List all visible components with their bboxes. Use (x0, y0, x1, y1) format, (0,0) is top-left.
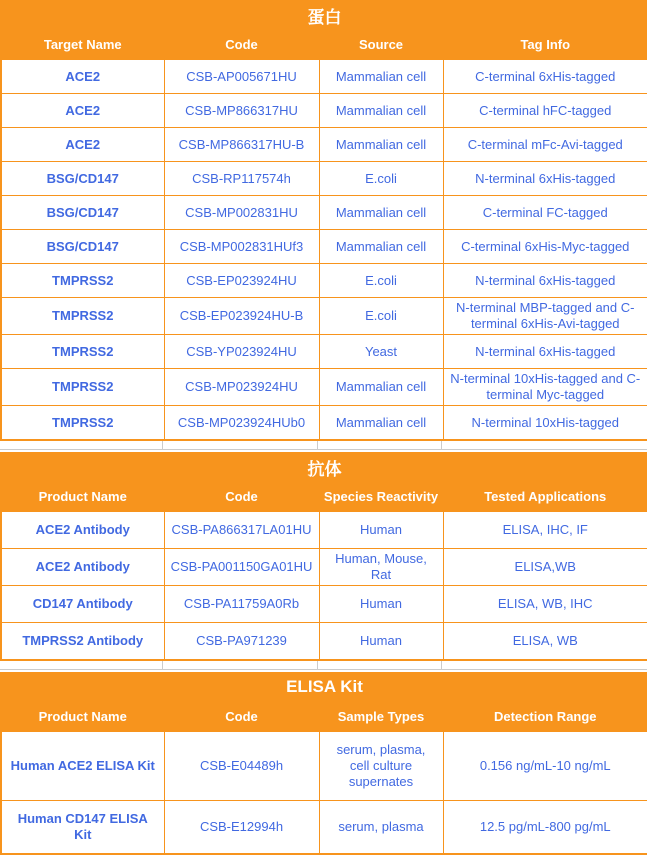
cell-source: E.coli (319, 162, 443, 196)
cell-code: CSB-MP002831HU (164, 196, 319, 230)
cell-source: Mammalian cell (319, 128, 443, 162)
table-row (1, 94, 647, 128)
gap-cell (318, 661, 442, 669)
cell-tested-applications: ELISA, IHC, IF (443, 512, 647, 549)
cell-target-name: BSG/CD147 (1, 230, 164, 264)
cell-code: CSB-PA11759A0Rb (164, 586, 319, 623)
cell-product-name: CD147 Antibody (1, 586, 164, 623)
cell-target-name: BSG/CD147 (1, 196, 164, 230)
cell-tag-info: N-terminal 6xHis-tagged (443, 335, 647, 369)
cell-target-name: TMPRSS2 (1, 369, 164, 406)
cell-source: Yeast (319, 335, 443, 369)
antibody-table (0, 452, 647, 661)
cell-source: E.coli (319, 264, 443, 298)
table-row (1, 732, 647, 801)
cell-code: CSB-PA866317LA01HU (164, 512, 319, 549)
cell-tag-info: C-terminal hFC-tagged (443, 94, 647, 128)
cell-source: Mammalian cell (319, 406, 443, 441)
cell-species-reactivity: Human, Mouse, Rat (319, 549, 443, 586)
table-row (1, 801, 647, 855)
table-row (1, 298, 647, 335)
gap-cell (442, 441, 647, 449)
table-row (1, 406, 647, 441)
cell-tag-info: N-terminal 6xHis-tagged (443, 264, 647, 298)
cell-source: Mammalian cell (319, 94, 443, 128)
column-header-sample-types: Sample Types (319, 702, 443, 732)
cell-code: CSB-EP023924HU-B (164, 298, 319, 335)
cell-code: CSB-PA001150GA01HU (164, 549, 319, 586)
cell-tested-applications: ELISA, WB (443, 623, 647, 661)
gap-cell (318, 441, 442, 449)
cell-target-name: TMPRSS2 (1, 298, 164, 335)
table-row (1, 335, 647, 369)
cell-target-name: ACE2 (1, 128, 164, 162)
elisa-kit-table (0, 672, 647, 855)
column-header-code: Code (164, 30, 319, 60)
protein-table-title-row (1, 1, 647, 30)
column-header-code: Code (164, 702, 319, 732)
column-header-species-reactivity: Species Reactivity (319, 482, 443, 512)
cell-product-name: ACE2 Antibody (1, 512, 164, 549)
cell-code: CSB-E04489h (164, 732, 319, 801)
cell-target-name: BSG/CD147 (1, 162, 164, 196)
gap-cell (163, 661, 318, 669)
cell-code: CSB-MP002831HUf3 (164, 230, 319, 264)
column-header-target-name: Target Name (1, 30, 164, 60)
gap-cell (163, 441, 318, 449)
cell-tag-info: N-terminal 10xHis-tagged (443, 406, 647, 441)
table-row (1, 60, 647, 94)
column-header-product-name: Product Name (1, 482, 164, 512)
column-header-tested-applications: Tested Applications (443, 482, 647, 512)
column-header-code: Code (164, 482, 319, 512)
cell-tag-info: N-terminal 10xHis-tagged and C-terminal Myc-tagged (443, 369, 647, 406)
table-gap (0, 661, 647, 670)
protein-table-title: 蛋白 (1, 1, 647, 30)
cell-tag-info: N-terminal MBP-tagged and C-terminal 6xHis-Avi-tagged (443, 298, 647, 335)
cell-sample-types: serum, plasma (319, 801, 443, 855)
cell-detection-range: 0.156 ng/mL-10 ng/mL (443, 732, 647, 801)
cell-product-name: Human CD147 ELISA Kit (1, 801, 164, 855)
cell-target-name: ACE2 (1, 60, 164, 94)
protein-table-header-row (1, 30, 647, 60)
cell-species-reactivity: Human (319, 623, 443, 661)
cell-target-name: ACE2 (1, 94, 164, 128)
cell-code: CSB-E12994h (164, 801, 319, 855)
table-row (1, 128, 647, 162)
cell-sample-types: serum, plasma, cell culture supernates (319, 732, 443, 801)
cell-tag-info: C-terminal mFc-Avi-tagged (443, 128, 647, 162)
table-row (1, 623, 647, 661)
antibody-table-title: 抗体 (1, 453, 647, 482)
cell-product-name: TMPRSS2 Antibody (1, 623, 164, 661)
table-row (1, 549, 647, 586)
cell-target-name: TMPRSS2 (1, 335, 164, 369)
column-header-tag-info: Tag Info (443, 30, 647, 60)
cell-product-name: ACE2 Antibody (1, 549, 164, 586)
antibody-table-header-row (1, 482, 647, 512)
cell-species-reactivity: Human (319, 586, 443, 623)
table-row (1, 369, 647, 406)
cell-code: CSB-EP023924HU (164, 264, 319, 298)
cell-product-name: Human ACE2 ELISA Kit (1, 732, 164, 801)
elisa-kit-table-title-row (1, 673, 647, 702)
cell-code: CSB-PA971239 (164, 623, 319, 661)
column-header-product-name: Product Name (1, 702, 164, 732)
elisa-kit-table-title: ELISA Kit (1, 673, 647, 702)
cell-code: CSB-AP005671HU (164, 60, 319, 94)
cell-tag-info: C-terminal FC-tagged (443, 196, 647, 230)
cell-source: E.coli (319, 298, 443, 335)
gap-cell (0, 441, 163, 449)
cell-tested-applications: ELISA, WB, IHC (443, 586, 647, 623)
cell-code: CSB-MP866317HU (164, 94, 319, 128)
cell-source: Mammalian cell (319, 369, 443, 406)
elisa-kit-table-header-row (1, 702, 647, 732)
cell-tag-info: C-terminal 6xHis-tagged (443, 60, 647, 94)
cell-target-name: TMPRSS2 (1, 406, 164, 441)
cell-tag-info: C-terminal 6xHis-Myc-tagged (443, 230, 647, 264)
cell-source: Mammalian cell (319, 60, 443, 94)
cell-detection-range: 12.5 pg/mL-800 pg/mL (443, 801, 647, 855)
table-row (1, 162, 647, 196)
table-row (1, 586, 647, 623)
cell-code: CSB-MP866317HU-B (164, 128, 319, 162)
cell-code: CSB-YP023924HU (164, 335, 319, 369)
table-row (1, 264, 647, 298)
cell-tag-info: N-terminal 6xHis-tagged (443, 162, 647, 196)
table-row (1, 512, 647, 549)
gap-cell (442, 661, 647, 669)
antibody-table-title-row (1, 453, 647, 482)
table-gap (0, 441, 647, 450)
cell-tested-applications: ELISA,WB (443, 549, 647, 586)
cell-code: CSB-RP117574h (164, 162, 319, 196)
table-row (1, 196, 647, 230)
cell-code: CSB-MP023924HUb0 (164, 406, 319, 441)
cell-source: Mammalian cell (319, 230, 443, 264)
column-header-source: Source (319, 30, 443, 60)
cell-source: Mammalian cell (319, 196, 443, 230)
column-header-detection-range: Detection Range (443, 702, 647, 732)
gap-cell (0, 661, 163, 669)
table-row (1, 230, 647, 264)
cell-species-reactivity: Human (319, 512, 443, 549)
cell-target-name: TMPRSS2 (1, 264, 164, 298)
cell-code: CSB-MP023924HU (164, 369, 319, 406)
